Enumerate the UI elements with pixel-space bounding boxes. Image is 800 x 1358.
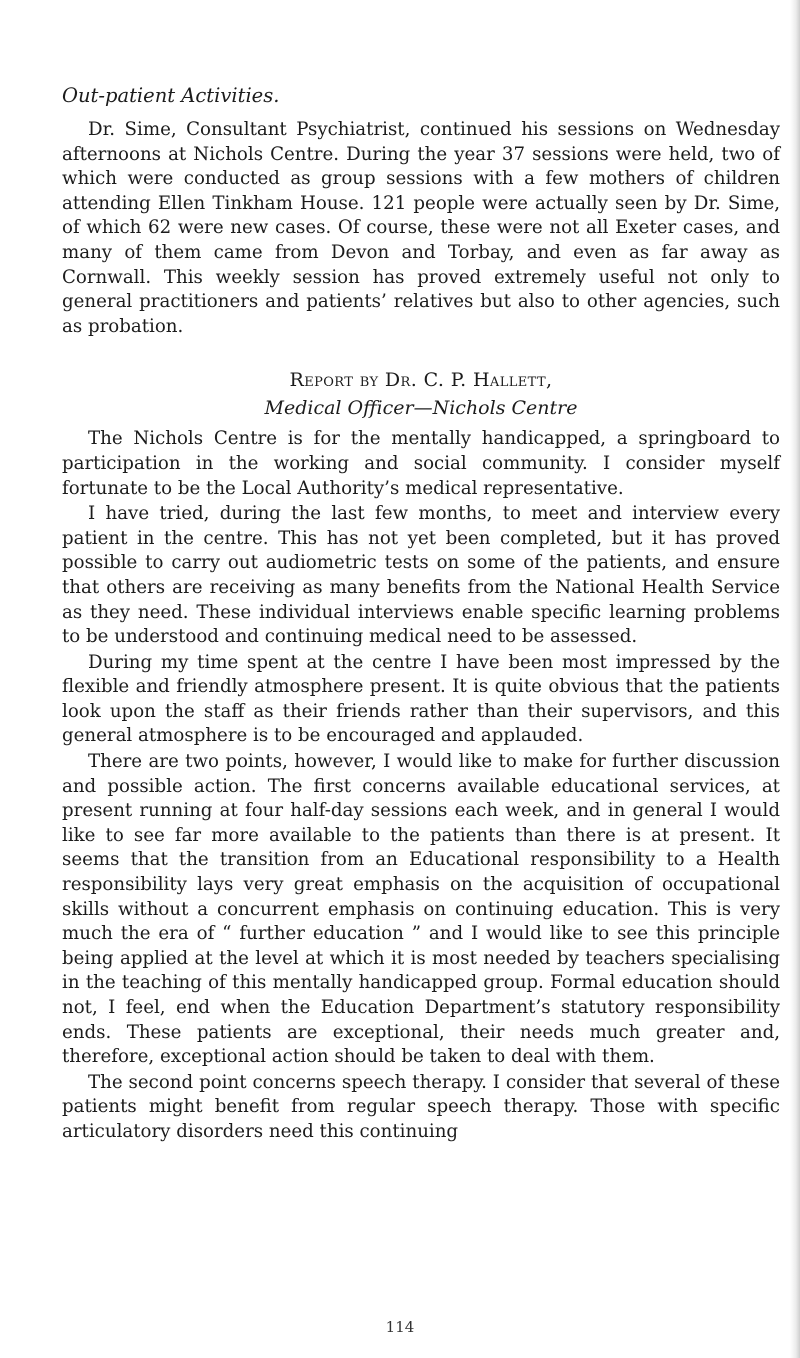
report-heading xyxy=(62,369,780,391)
document-page xyxy=(62,84,780,1145)
report-paragraph-1: The Nichols Centre is for the mentally handicapped, a springboard to participation in the working and social community. I consider myself fortunate to be the Local Authority’s medical representative. xyxy=(62,428,780,499)
report-heading-text: Report by Dr. C. P. Hallett, xyxy=(289,369,553,392)
report-paragraph-2: I have tried, during the last few months, to meet and interview every patient in the centre. This has not yet been completed, but it has proved possible to carry out audiometric tests on some of the patients, and ensure that others are receiving as many benefits from the National Health Service as they need. These individual interviews enable specific learning problems to be understood and continuing medical need to be assessed. xyxy=(62,503,780,648)
report-paragraph-3: During my time spent at the centre I have been most impressed by the flexible and friendly atmosphere present. It is quite obvious that the patients look upon the staff as their friends rather than their supervisors, and this general atmosphere is to be encouraged and applauded. xyxy=(62,651,780,747)
section-title-outpatient: Out-patient Activities. xyxy=(62,84,280,107)
report-paragraph-4: There are two points, however, I would like to make for further discussion and possible action. The first concerns available educational services, at present running at four half-day sessions each week, and in general I would like to see far more available to the patients than there is at present. It seems that the transition from an Educational responsibility to a Health responsibility lays very great emphasis on the acquisition of occupational skills without a concurrent emphasis on continuing education. This is very much the era of “ further education ” and I would like to see this principle being applied at the level at which it is most needed by teachers specialising in the teaching of this mentally handicapped group. Formal education should not, I feel, end when the Education Department’s statutory responsibility ends. These patients are exceptional, their needs much greater and, therefore, exceptional action should be taken to deal with them. xyxy=(62,751,780,1068)
report-subheading: Medical Officer—Nichols Centre xyxy=(264,397,578,420)
page-edge-shadow xyxy=(790,0,800,1358)
paragraph-outpatient: Dr. Sime, Consultant Psychiatrist, continued his sessions on Wednesday afternoons at Nichols Centre. During the year 37 sessions were held, two of which were conducted as group sessions with a few mothers of children attending Ellen Tinkham House. 121 people were actually seen by Dr. Sime, of which 62 were new cases. Of course, these were not all Exeter cases, and many of them came from Devon and Torbay, and even as far away as Cornwall. This weekly session has proved extremely useful not only to general practitioners and patients’ relatives but also to other agencies, such as probation. xyxy=(62,119,780,337)
report-paragraph-5: The second point concerns speech therapy. I consider that several of these patients might benefit from regular speech therapy. Those with specific articulatory disorders need this continuing xyxy=(62,1071,780,1142)
page-number: 114 xyxy=(385,1318,415,1336)
